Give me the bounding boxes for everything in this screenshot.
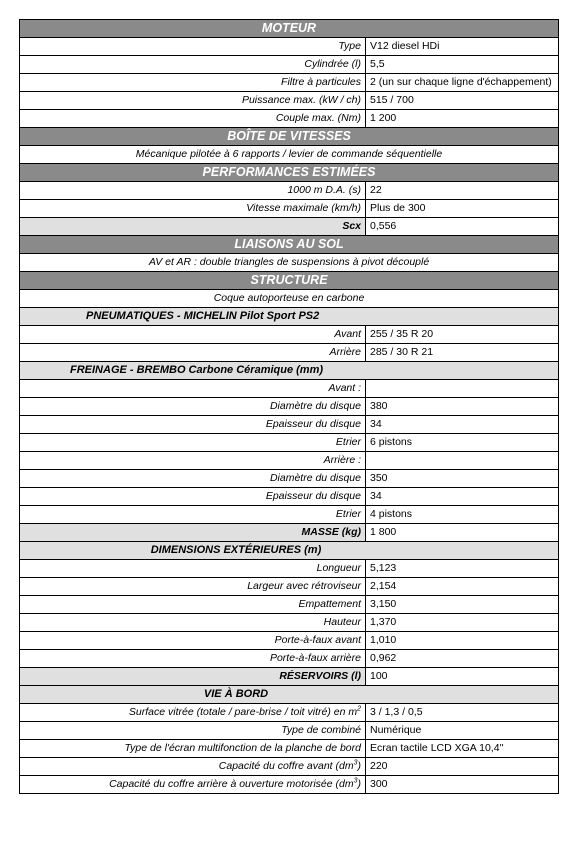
spec-label: Epaisseur du disque	[20, 488, 366, 506]
spec-value: 34	[366, 488, 559, 506]
subheader-pneumatiques: PNEUMATIQUES - MICHELIN Pilot Sport PS2	[20, 308, 559, 326]
spec-label-text: Capacité du coffre avant (dm	[218, 760, 354, 772]
spec-row	[20, 416, 559, 434]
spec-label: Type	[20, 38, 366, 56]
spec-row	[20, 524, 559, 542]
spec-value: 1,010	[366, 632, 559, 650]
spec-label-text: Capacité du coffre arrière à ouverture motorisée (dm	[109, 778, 354, 790]
spec-row	[20, 110, 559, 128]
spec-label: Porte-à-faux avant	[20, 632, 366, 650]
spec-label: Type de l'écran multifonction de la planche de bord	[20, 740, 366, 758]
spec-row	[20, 704, 559, 722]
spec-value: 22	[366, 182, 559, 200]
spec-label: Arrière	[20, 344, 366, 362]
spec-row	[20, 470, 559, 488]
unit-exponent: 2	[357, 705, 361, 713]
spec-row	[20, 560, 559, 578]
spec-value: 1 200	[366, 110, 559, 128]
spec-row	[20, 596, 559, 614]
spec-value	[366, 452, 559, 470]
spec-label: Vitesse maximale (km/h)	[20, 200, 366, 218]
spec-value: 5,5	[366, 56, 559, 74]
section-header-performances: PERFORMANCES ESTIMÉES	[20, 164, 559, 182]
spec-value: 0,556	[366, 218, 559, 236]
spec-value: Numérique	[366, 722, 559, 740]
spec-label: Diamètre du disque	[20, 470, 366, 488]
spec-value: V12 diesel HDi	[366, 38, 559, 56]
spec-label: Etrier	[20, 434, 366, 452]
spec-row	[20, 632, 559, 650]
spec-label: Epaisseur du disque	[20, 416, 366, 434]
spec-value: 380	[366, 398, 559, 416]
spec-row	[20, 722, 559, 740]
spec-row	[20, 74, 559, 92]
spec-value: 2 (un sur chaque ligne d'échappement)	[366, 74, 559, 92]
spec-label: Avant	[20, 326, 366, 344]
spec-label: Empattement	[20, 596, 366, 614]
spec-label: Porte-à-faux arrière	[20, 650, 366, 668]
spec-row	[20, 668, 559, 686]
spec-table	[19, 19, 559, 794]
spec-value: 5,123	[366, 560, 559, 578]
spec-value: 300	[366, 776, 559, 794]
masse-value: 1 800	[366, 524, 559, 542]
spec-value: 6 pistons	[366, 434, 559, 452]
spec-value: 3,150	[366, 596, 559, 614]
spec-value: 285 / 30 R 21	[366, 344, 559, 362]
spec-value: Ecran tactile LCD XGA 10,4''	[366, 740, 559, 758]
spec-label: Couple max. (Nm)	[20, 110, 366, 128]
unit-exponent: 3	[353, 759, 358, 767]
spec-label-close: )	[357, 778, 361, 790]
spec-row	[20, 38, 559, 56]
liaisons-description: AV et AR : double triangles de suspensions à pivot découplé	[20, 254, 559, 272]
spec-row	[20, 326, 559, 344]
spec-value	[366, 380, 559, 398]
spec-label-close: )	[357, 760, 361, 772]
spec-label	[20, 776, 366, 794]
spec-row	[20, 398, 559, 416]
spec-label: Cylindrée (l)	[20, 56, 366, 74]
spec-value: 1,370	[366, 614, 559, 632]
spec-row	[20, 200, 559, 218]
spec-row	[20, 488, 559, 506]
section-header-liaisons: LIAISONS AU SOL	[20, 236, 559, 254]
section-header-boite: BOÎTE DE VITESSES	[20, 128, 559, 146]
spec-label: Diamètre du disque	[20, 398, 366, 416]
spec-row	[20, 182, 559, 200]
spec-row	[20, 218, 559, 236]
spec-row	[20, 92, 559, 110]
spec-value: 515 / 700	[366, 92, 559, 110]
spec-label: 1000 m D.A. (s)	[20, 182, 366, 200]
spec-value: 350	[366, 470, 559, 488]
structure-description: Coque autoporteuse en carbone	[20, 290, 559, 308]
masse-label: MASSE (kg)	[20, 524, 366, 542]
spec-label: Avant :	[20, 380, 366, 398]
subheader-vie-a-bord: VIE À BORD	[20, 686, 559, 704]
spec-value: 34	[366, 416, 559, 434]
spec-label: Filtre à particules	[20, 74, 366, 92]
spec-value: 2,154	[366, 578, 559, 596]
spec-row	[20, 344, 559, 362]
spec-label: Puissance max. (kW / ch)	[20, 92, 366, 110]
spec-label: Arrière :	[20, 452, 366, 470]
spec-row	[20, 434, 559, 452]
spec-value: 4 pistons	[366, 506, 559, 524]
spec-value: Plus de 300	[366, 200, 559, 218]
spec-value: 0,962	[366, 650, 559, 668]
spec-row	[20, 56, 559, 74]
spec-row	[20, 776, 559, 794]
spec-value: 255 / 35 R 20	[366, 326, 559, 344]
spec-row	[20, 614, 559, 632]
boite-description: Mécanique pilotée à 6 rapports / levier de commande séquentielle	[20, 146, 559, 164]
spec-row	[20, 758, 559, 776]
spec-value: 220	[366, 758, 559, 776]
spec-row	[20, 578, 559, 596]
spec-row	[20, 650, 559, 668]
spec-label-text: Surface vitrée (totale / pare-brise / toit vitré) en m	[128, 706, 358, 718]
spec-label: Type de combiné	[20, 722, 366, 740]
spec-label: Hauteur	[20, 614, 366, 632]
spec-label: Etrier	[20, 506, 366, 524]
section-header-moteur: MOTEUR	[20, 20, 559, 38]
spec-row	[20, 740, 559, 758]
spec-label: Longueur	[20, 560, 366, 578]
spec-row	[20, 506, 559, 524]
reservoirs-value: 100	[366, 668, 559, 686]
spec-label: Largeur avec rétroviseur	[20, 578, 366, 596]
spec-row	[20, 380, 559, 398]
section-header-structure: STRUCTURE	[20, 272, 559, 290]
spec-label-scx: Scx	[20, 218, 366, 236]
spec-row	[20, 452, 559, 470]
subheader-dimensions: DIMENSIONS EXTÉRIEURES (m)	[20, 542, 559, 560]
reservoirs-label: RÉSERVOIRS (l)	[20, 668, 366, 686]
spec-label	[20, 758, 366, 776]
spec-value: 3 / 1,3 / 0,5	[366, 704, 559, 722]
subheader-freinage: FREINAGE - BREMBO Carbone Céramique (mm)	[20, 362, 559, 380]
unit-exponent: 3	[353, 777, 358, 785]
spec-label	[20, 704, 366, 722]
